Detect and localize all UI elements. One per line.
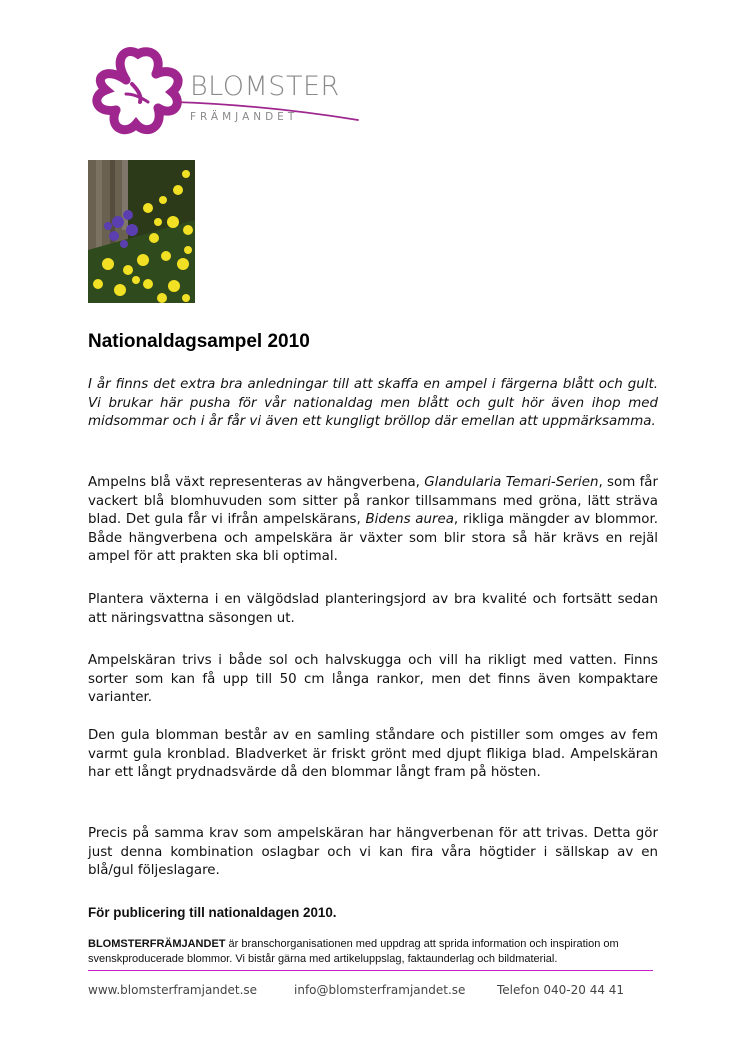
logo-wordmark: BLOMSTER (190, 71, 340, 102)
footer-email[interactable]: info@blomsterframjandet.se (294, 983, 466, 997)
page-title: Nationaldagsampel 2010 (88, 331, 310, 352)
paragraph-3: Ampelskäran trivs i både sol och halvskugga och vill ha rikligt med vatten. Finns sorter som kan få upp till 50 cm långa rankor, men det finns även kompaktare varianter. (88, 653, 658, 706)
paragraph-1-text-b: , som får vackert blå blomhuvuden som sitter på rankor tillsammans med gröna, lätt sträva blad. Det gula får vi ifrån ampelskärans, (88, 475, 658, 528)
paragraph-5: Precis på samma krav som ampelskäran har hängverbenan för att trivas. Detta gör just denna kombination oslagbar och vi kan fira våra högtider i sällskap av en blå/gul följeslagare. (88, 826, 658, 879)
about-text (88, 937, 663, 967)
footer-phone: Telefon 040-20 44 41 (497, 983, 625, 997)
paragraph-1-text-c: , rikliga mängder av blommor. Både hängverbena och ampelskära är växter som blir stora så här krävs en rejäl ampel för att prakten ska bli optimal. (88, 512, 659, 565)
publication-note: För publicering till nationaldagen 2010. (88, 905, 337, 920)
about-description: är branschorganisationen med uppdrag att sprida information och inspiration om svenskproducerade blommor. Vi bistår gärna med artikeluppslag, faktaunderlag och bildmaterial. (88, 938, 619, 965)
logo-subtitle: FRÄMJANDET (190, 111, 299, 123)
paragraph-1 (88, 474, 658, 567)
paragraph-1-italic-verbena: Glandularia Temari-Serien (424, 475, 599, 490)
flower-photo (88, 160, 195, 303)
footer-website[interactable]: www.blomsterframjandet.se (88, 983, 258, 997)
paragraph-1-italic-bidens: Bidens aurea (365, 512, 454, 528)
paragraph-4: Den gula blomman består av en samling ståndare och pistiller som omges av fem varmt gula kronblad. Bladverket är friskt grönt med djupt flikiga blad. Ampelskäran har ett långt prydnadsvärde då den blommar långt fram på hösten. (88, 728, 658, 781)
about-org: BLOMSTERFRÄMJANDET (88, 938, 226, 950)
footer-divider (88, 970, 653, 971)
paragraph-2: Plantera växterna i en välgödslad planteringsjord av bra kvalité och fortsätt sedan att näringsvattna säsongen ut. (88, 592, 658, 626)
intro-paragraph: I år finns det extra bra anledningar till att skaffa en ampel i färgerna blått och gult. Vi brukar här pusha för vår nationaldag men blått och gult hör även ihop med midsommar och i år får vi även ett kungligt bröllop där emellan att uppmärksamma. (88, 377, 658, 430)
paragraph-1-text-a: Ampelns blå växt representeras av hängverbena, (88, 475, 425, 490)
